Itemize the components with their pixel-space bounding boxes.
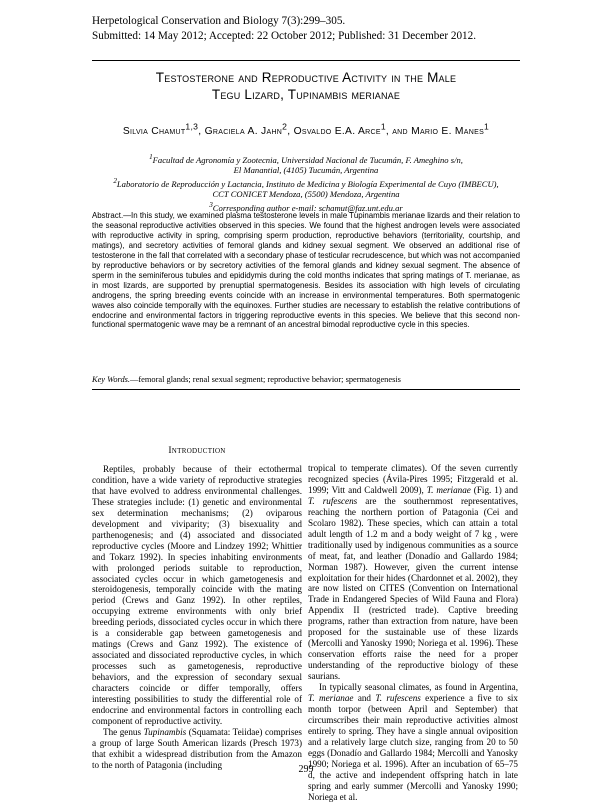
keywords-text: —femoral glands; renal sexual segment; reproductive behavior; spermatogenesis (130, 375, 401, 384)
abstract-text: —In this study, we examined plasma testosterone levels in male Tupinambis merianae lizards and their relation to the seasonal reproductive activities observed in this species. We found that the highest androgen levels were associated with reproductive activity in spring, comprising sperm production, reproductive behaviors (territoriality, courtship, and matings), and secretory activities of femoral glands and kidney sexual segment. We observed an additional rise of testosterone in the fall that correlated with a secondary phase of testicular recrudescence, but which was not accompanied by reproductive behaviors or by secretory activities of the femoral glands and kidney sexual segment. The absence of sperm in the seminiferous tubules and epididymis during the cold months indicates that spring matings of T. merianae, as in most lizards, are supported by prenuptial spermatogenesis. Besides its association with high levels of circulating androgens, the spring breeding events coincide with an increase in environmental temperatures. Both spermatogenic waves also coincide temporally with the equinoxes. Further studies are necessary to establish the relative contributions of endocrine and environmental factors in triggering reproductive events in this species. We believe that this second non-functional spermatogenic wave may be a remnant of an ancestral bimodal reproductive cycle in this species. (92, 211, 520, 330)
author-4: Mario E. Manes$^1$ (411, 122, 490, 138)
affiliation-1-cont: El Manantial, (4105) Tucumán, Argentina (233, 165, 379, 176)
intro-paragraph-1: Reptiles, probably because of their ectothermal condition, have a wide variety of reproductive strategies that have evolved to address environmental challenges. These strategies include: (1) genetic and environmental sex determination mechanisms; (2) oviparous development and viviparity; (3) bisexuality and parthenogenesis; and (4) associated and dissociated reproductive cycles (Moore and Lindzey 1992; Whittier and Tokarz 1992). In species inhabiting environments with prolonged periods suitable to reproduction, associated cycles occur in which gametogenesis and steroidogenesis, temporally coincide with the mating period (Crews and Ganz 1992). In other reptiles, occupying extreme environments with only brief breeding periods, dissociated cycles occur in which there is a considerable gap between gametogenesis and matings (Crews and Ganz 1992). The existence of associated and dissociated reproductive cycles, in which processes such as gametogenesis, reproductive behaviors, and the expression of secondary sexual characters coincide or differ temporally, offers interesting possibilities to study the differential role of endocrine and environmental factors in controlling each component of reproductive activity. (92, 464, 302, 726)
affiliations (60, 152, 552, 213)
affiliation-1: $^1$Facultad de Agronomía y Zootecnia, Universidad Nacional de Tucumán, F. Ameghino s/n, (149, 153, 463, 165)
author-list (60, 122, 552, 137)
body-column-left (92, 464, 302, 771)
abstract-label: Abstract. (92, 211, 124, 220)
intro-paragraph-2-cont: tropical to temperate climates). Of the seven currently recognized species (Ávila-Pires 1995; Fitzgerald et al. 1999; Vitt and Caldwell 2009), T. merianae (Fig. 1) and T. rufescens are the southernmost representatives, reaching the northern portion of Patagonia (Cei and Scolaro 1982). These species, which can attain a total adult length of 1.2 m and a body weight of 7 kg , were traditionally used by indigenous communities as a source of meat, fat, and leather (Donadío and Gallardo 1984; Norman 1987). However, given the current intense exploitation for their hides (Chardonnet et al. 2002), they are now listed on CITES (Convention on International Trade in Endangered Species of Wild Fauna and Flora) Appendix II (restricted trade). Captive breeding programs, rather than extraction from nature, have been proposed for the sustainable use of these lizards (Mercolli and Yanosky 1990; Noriega et al. 1996). These conservation efforts raise the need for a proper understanding of the reproductive biology of these saurians. (308, 463, 518, 682)
page-number: 299 (298, 764, 314, 775)
affiliation-2-cont: CCT CONICET Mendoza, (5500) Mendoza, Argentina (212, 189, 400, 200)
abstract (92, 211, 520, 330)
journal-citation: Herpetological Conservation and Biology 7(3):299–305. (92, 15, 346, 27)
journal-header (92, 14, 532, 43)
header-divider (92, 60, 520, 61)
keywords (92, 375, 520, 384)
title-line-2: Tegu Lizard, Tupinambis merianae (211, 87, 401, 102)
intro-paragraph-2: The genus Tupinambis (Squamata: Teiidae) comprises a group of large South American lizards (Presch 1973) that exhibit a widespread distribution from the Amazon to the north of Patagonia (including (92, 726, 302, 770)
author-2: Graciela A. Jahn$^2$, (204, 122, 294, 138)
author-3: Osvaldo E.A. Arce$^1$, and (293, 122, 412, 138)
submission-dates: Submitted: 14 May 2012; Accepted: 22 October 2012; Published: 31 December 2012. (92, 29, 477, 42)
corresponding-author: $^3$Corresponding author e-mail: schamut@faz.unt.edu.ar (209, 200, 403, 213)
keywords-divider (92, 389, 520, 390)
author-1: Silvia Chamut$^{1,3}$, (122, 122, 205, 138)
intro-paragraph-3: In typically seasonal climates, as found in Argentina, T. merianae and T. rufescens experience a five to six month torpor (between April and September) that circumscribes their main reproductive activities almost entirely to spring. They have a single annual oviposition and a relatively large clutch size, ranging from 20 to 50 eggs (Donadío and Gallardo 1984; Mercolli and Yanosky 1990; Noriega et al. 1996). After an incubation of 65–75 d, the active and independent offspring hatch in late spring and early summer (Mercolli and Yanosky 1990; Noriega et al. (308, 682, 518, 802)
body-column-right (308, 463, 518, 803)
keywords-label: Key Words. (92, 375, 130, 384)
section-heading-introduction: Introduction (168, 445, 226, 456)
article-title (60, 69, 552, 103)
affiliation-2: $^2$Laboratorio de Reproducción y Lactancia, Instituto de Medicina y Biología Experimental de Cuyo (IMBECU), (113, 176, 499, 189)
title-line-1: Testosterone and Reproductive Activity in the Male (155, 70, 457, 85)
